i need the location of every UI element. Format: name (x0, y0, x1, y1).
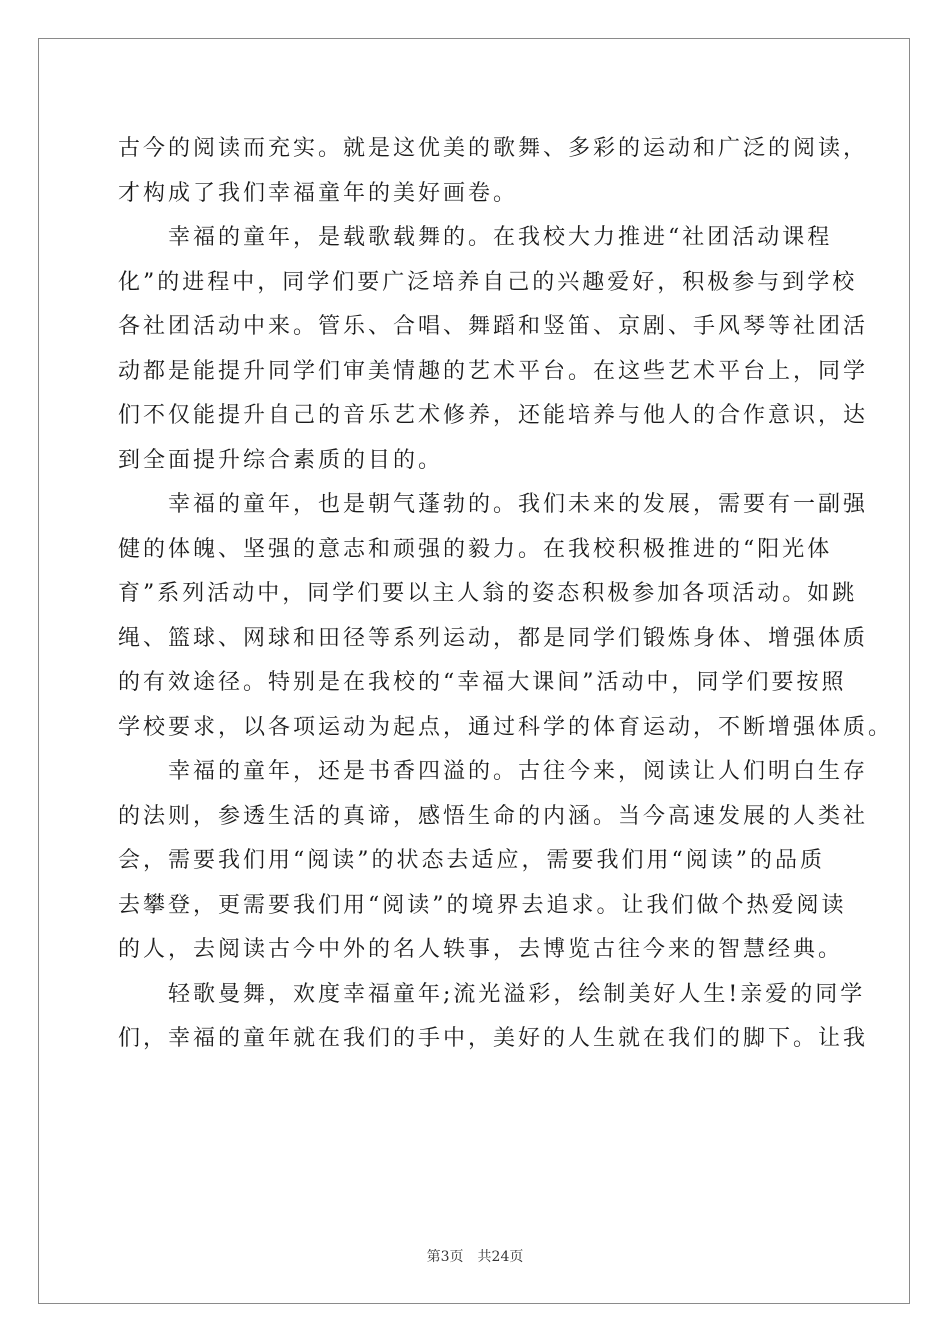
text-line: 到全面提升综合素质的目的。 (118, 447, 444, 473)
text-line: 的有效途径。特别是在我校的“幸福大课间”活动中，同学们要按照 (118, 670, 847, 695)
text-line: 动都是能提升同学们审美情趣的艺术平台。在这些艺术平台上，同学 (118, 358, 869, 384)
text-line: 的法则，参透生活的真谛，感悟生命的内涵。当今高速发展的人类社 (118, 803, 869, 829)
text-line: 们不仅能提升自己的音乐艺术修养，还能培养与他人的合作意识，达 (118, 403, 869, 428)
text-line: 们，幸福的童年就在我们的手中，美好的人生就在我们的脚下。让我 (118, 1026, 869, 1051)
text-line: 才构成了我们幸福童年的美好画卷。 (118, 180, 519, 206)
text-line: 去攀登，更需要我们用“阅读”的境界去追求。让我们做个热爱阅读 (118, 892, 847, 918)
text-line: 绳、篮球、网球和田径等系列运动，都是同学们锻炼身体、增强体质 (118, 625, 869, 651)
text-line: 会，需要我们用“阅读”的状态去适应，需要我们用“阅读”的品质 (118, 848, 825, 873)
document-body (118, 127, 894, 1062)
text-line: 的人，去阅读古今中外的名人轶事，去博览古往今来的智慧经典。 (118, 937, 844, 962)
text-line: 育”系列活动中，同学们要以主人翁的姿态积极参加各项活动。如跳 (118, 581, 858, 606)
page-number-footer: 第3页 共24页 (426, 1249, 524, 1265)
paragraph-start-line: 幸福的童年，是载歌载舞的。在我校大力推进“社团活动课程 (168, 225, 833, 250)
text-line: 学校要求，以各项运动为起点，通过科学的体育运动，不断增强体质。 (118, 714, 894, 740)
text-line: 健的体魄、坚强的意志和顽强的毅力。在我校积极推进的“阳光体 (118, 536, 833, 562)
text-line: 化”的进程中，同学们要广泛培养自己的兴趣爱好，积极参与到学校 (118, 269, 858, 295)
text-line: 各社团活动中来。管乐、合唱、舞蹈和竖笛、京剧、手风琴等社团活 (118, 314, 869, 339)
paragraph-start-line: 幸福的童年，也是朝气蓬勃的。我们未来的发展，需要有一副强 (168, 492, 869, 517)
paragraph-start-line: 幸福的童年，还是书香四溢的。古往今来，阅读让人们明白生存 (168, 759, 869, 784)
paragraph-start-line: 轻歌曼舞，欢度幸福童年;流光溢彩，绘制美好人生!亲爱的同学 (168, 981, 866, 1007)
text-line: 古今的阅读而充实。就是这优美的歌舞、多彩的运动和广泛的阅读， (118, 136, 869, 161)
